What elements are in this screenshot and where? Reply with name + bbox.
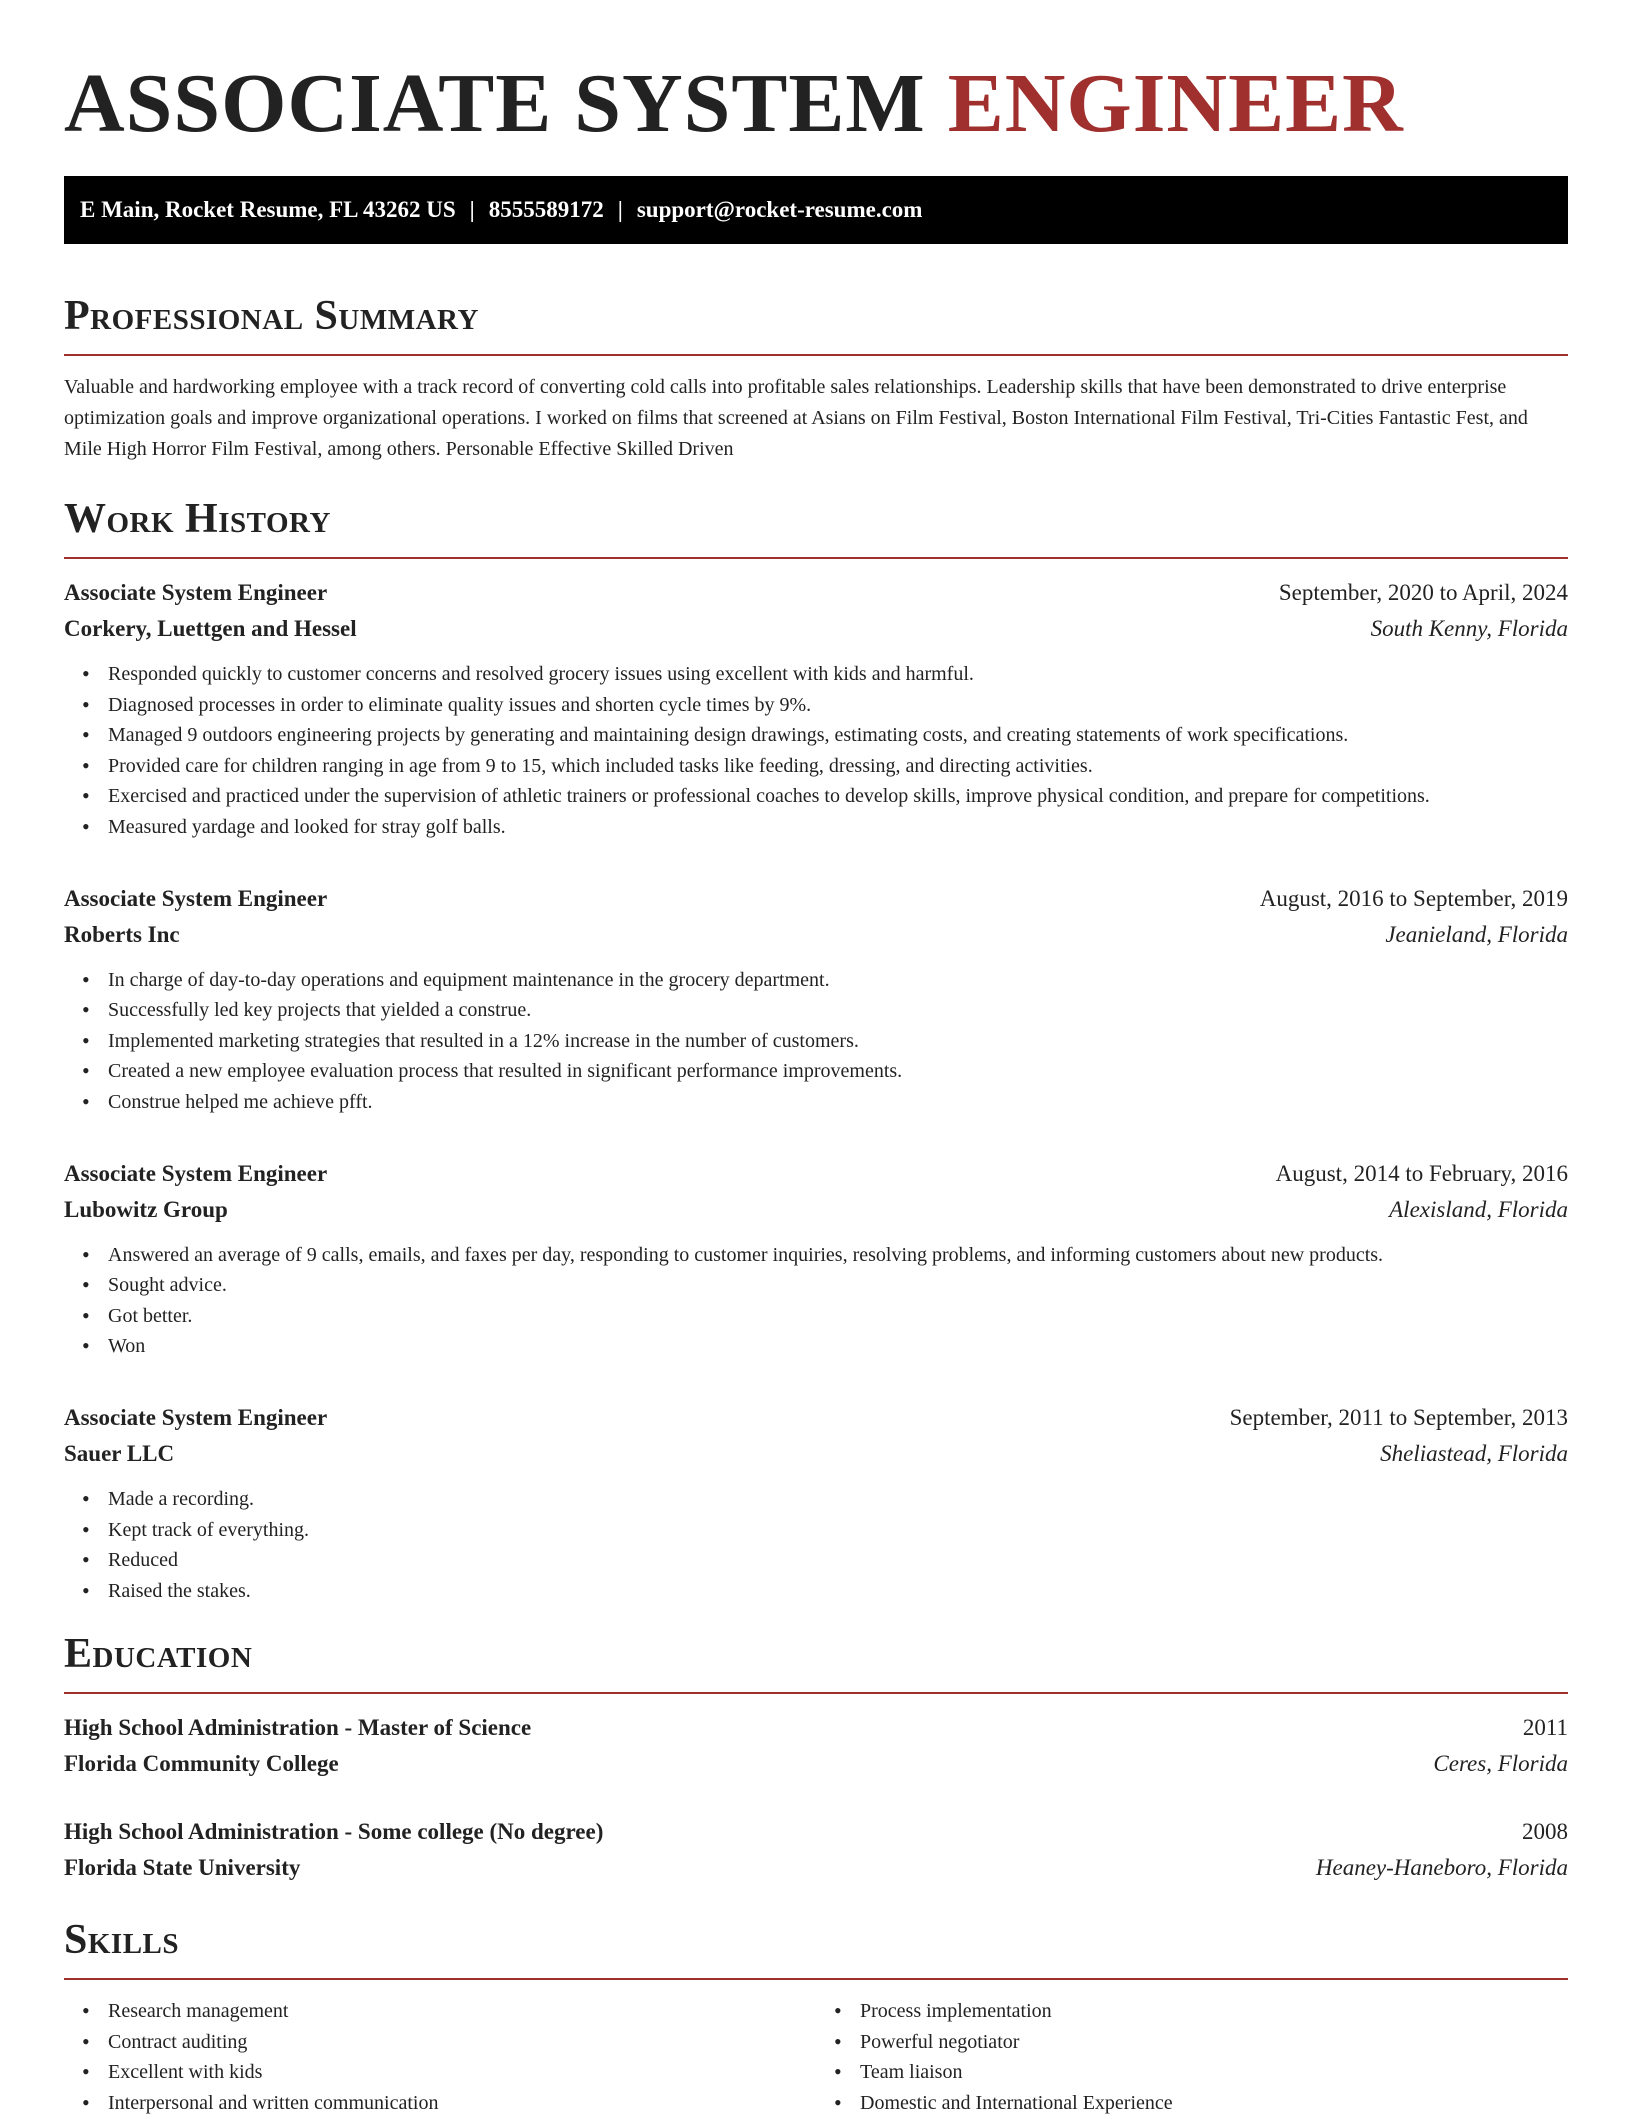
job-title: Associate System Engineer (64, 1404, 328, 1430)
education-year: 2008 (1522, 1819, 1568, 1845)
job-company-row (64, 1192, 1568, 1228)
job-bullets (64, 965, 1568, 1118)
list-item: • Exercised and practiced under the supervision of athletic trainers or professional coaches to develop skills, improve physical condition, and prepare for competitions. (108, 781, 1568, 812)
list-item: • Answered an average of 9 calls, emails, and faxes per day, responding to customer inquiries, resolving problems, and informing customers about new products. (108, 1240, 1568, 1271)
section-rule (64, 1978, 1568, 1980)
list-item: • Won (108, 1331, 1568, 1362)
job-dates: September, 2011 to September, 2013 (1229, 1404, 1568, 1430)
list-item: • Reduced (108, 1545, 1568, 1576)
job-location: Jeanieland, Florida (1385, 921, 1568, 947)
section-rule (64, 1692, 1568, 1694)
job-location: Alexisland, Florida (1389, 1196, 1568, 1222)
list-item: • Powerful negotiator (860, 2027, 1568, 2058)
job-bullets (64, 1484, 1568, 1606)
job-company: Roberts Inc (64, 921, 180, 947)
list-item: • Provided care for children ranging in age from 9 to 15, which included tasks like feeding, dressing, and directing activities. (108, 751, 1568, 782)
education-degree-row (64, 1814, 1568, 1850)
skills-heading: Skills (64, 1917, 180, 1964)
education-entry (64, 1814, 1568, 1886)
contact-phone: 8555589172 (488, 197, 604, 222)
skills-grid (64, 1996, 1568, 2118)
education-school-row (64, 1746, 1568, 1782)
section-rule (64, 557, 1568, 559)
work-heading: Work History (64, 496, 331, 542)
list-item: • Research management (108, 1996, 816, 2027)
skills-column-1 (64, 1996, 816, 2118)
contact-bar (64, 176, 1568, 244)
skills-section (64, 1914, 1568, 2118)
job-dates: August, 2016 to September, 2019 (1259, 885, 1568, 911)
section-rule (64, 354, 1568, 356)
job-title: Associate System Engineer (64, 885, 328, 911)
contact-email: support@rocket-resume.com (636, 197, 923, 222)
education-degree: High School Administration - Master of Science (64, 1715, 532, 1741)
summary-heading: Professional Summary (64, 293, 479, 339)
list-item: • Domestic and International Experience (860, 2088, 1568, 2119)
list-item: • Implemented marketing strategies that resulted in a 12% increase in the number of customers. (108, 1026, 1568, 1057)
list-item: • Managed 9 outdoors engineering projects by generating and maintaining design drawings, estimating costs, and creating statements of work specifications. (108, 720, 1568, 751)
list-item: • Got better. (108, 1301, 1568, 1332)
job-entry (64, 881, 1568, 1118)
job-company: Sauer LLC (64, 1440, 175, 1466)
summary-section (64, 290, 1568, 465)
list-item: • Successfully led key projects that yielded a construe. (108, 995, 1568, 1026)
list-item: • Measured yardage and looked for stray golf balls. (108, 812, 1568, 843)
job-entry (64, 575, 1568, 843)
job-title: Associate System Engineer (64, 1160, 328, 1186)
list-item: • In charge of day-to-day operations and equipment maintenance in the grocery department. (108, 965, 1568, 996)
list-item: • Construe helped me achieve pfft. (108, 1087, 1568, 1118)
job-entry (64, 1156, 1568, 1362)
job-bullets (64, 1240, 1568, 1362)
job-title-row (64, 881, 1568, 917)
job-title: Associate System Engineer (64, 580, 328, 605)
summary-text: Valuable and hardworking employee with a track record of converting cold calls into profitable sales relationships. Leadership skills that have been demonstrated to drive enterprise optimization goals and improve organizational operations. I worked on films that screened at Asians on Film Festival, Boston International Film Festival, Tri-Cities Fantastic Fest, and Mile High Horror Film Festival, among others. Personable Effective Skilled Driven (64, 376, 1528, 460)
job-bullets (64, 659, 1568, 843)
job-title-row (64, 575, 1568, 611)
education-school: Florida Community College (64, 1751, 339, 1777)
contact-separator: | (469, 197, 475, 222)
job-location: Sheliastead, Florida (1380, 1440, 1568, 1466)
job-entry (64, 1400, 1568, 1606)
list-item: • Raised the stakes. (108, 1576, 1568, 1607)
list-item: • Process implementation (860, 1996, 1568, 2027)
education-location: Ceres, Florida (1433, 1751, 1568, 1777)
job-location: South Kenny, Florida (1370, 616, 1568, 641)
job-company: Corkery, Luettgen and Hessel (64, 616, 357, 641)
education-location: Heaney-Haneboro, Florida (1315, 1855, 1568, 1881)
list-item: • Team liaison (860, 2057, 1568, 2088)
list-item: • Responded quickly to customer concerns and resolved grocery issues using excellent with kids and harmful. (108, 659, 1568, 690)
education-year: 2011 (1522, 1715, 1568, 1741)
title-main: ASSOCIATE SYSTEM (64, 57, 948, 150)
education-school-row (64, 1850, 1568, 1886)
list-item: • Excellent with kids (108, 2057, 816, 2088)
job-company-row (64, 1436, 1568, 1472)
job-title-row (64, 1156, 1568, 1192)
contact-address: E Main, Rocket Resume, FL 43262 US (80, 197, 456, 222)
education-degree: High School Administration - Some college (No degree) (64, 1819, 604, 1845)
education-school: Florida State University (64, 1855, 301, 1881)
list-item: • Interpersonal and written communication (108, 2088, 816, 2119)
education-heading: Education (64, 1631, 253, 1678)
list-item: • Diagnosed processes in order to eliminate quality issues and shorten cycle times by 9%. (108, 690, 1568, 721)
job-dates: September, 2020 to April, 2024 (1278, 580, 1568, 605)
title-accent: ENGINEER (947, 57, 1404, 150)
education-section (64, 1628, 1568, 1886)
resume-title (64, 0, 1568, 154)
skills-column-2 (816, 1996, 1568, 2118)
job-company-row (64, 611, 1568, 647)
job-dates: August, 2014 to February, 2016 (1275, 1160, 1568, 1186)
list-item: • Kept track of everything. (108, 1515, 1568, 1546)
resume-page (64, 0, 1568, 2119)
list-item: • Contract auditing (108, 2027, 816, 2058)
work-section (64, 493, 1568, 1606)
list-item: • Sought advice. (108, 1270, 1568, 1301)
job-title-row (64, 1400, 1568, 1436)
job-company: Lubowitz Group (64, 1196, 228, 1222)
contact-separator: | (617, 197, 623, 222)
education-degree-row (64, 1710, 1568, 1746)
job-company-row (64, 917, 1568, 953)
education-entry (64, 1710, 1568, 1782)
list-item: • Made a recording. (108, 1484, 1568, 1515)
list-item: • Created a new employee evaluation process that resulted in significant performance improvements. (108, 1056, 1568, 1087)
